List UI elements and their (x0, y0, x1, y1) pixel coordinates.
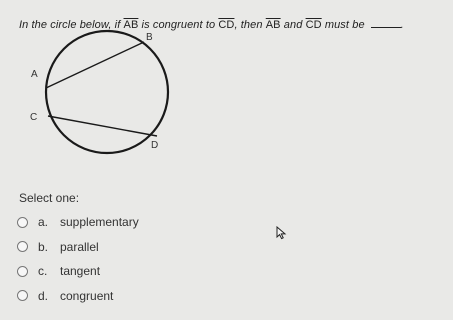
option-letter: c. (38, 264, 48, 279)
option-label: supplementary (60, 215, 139, 230)
point-a-label: A (31, 69, 38, 80)
question-and: and (280, 19, 306, 31)
question-end: . (400, 19, 404, 31)
radio-icon[interactable] (17, 266, 28, 277)
point-b-label: B (146, 32, 153, 43)
option-label: congruent (60, 288, 114, 303)
point-d-label: D (151, 140, 159, 151)
chord-cd (48, 116, 157, 136)
select-one-label: Select one: (19, 191, 80, 205)
option-label: tangent (60, 264, 101, 279)
option-c[interactable] (17, 259, 139, 284)
option-letter: b. (38, 239, 49, 254)
mouse-cursor-icon (276, 226, 288, 240)
option-b[interactable] (17, 235, 139, 260)
question-middle2: , then (234, 19, 266, 31)
segment-ab-label: $\overline{AB}$ (123, 19, 139, 31)
segment-cd-label-2: $\overline{CD}$ (305, 19, 322, 31)
option-a[interactable] (17, 210, 139, 235)
point-c-label: C (30, 112, 38, 123)
radio-icon[interactable] (17, 217, 28, 228)
question-prefix: In the circle below, if (19, 19, 124, 31)
chord-ab (46, 42, 144, 88)
option-label: parallel (60, 239, 99, 254)
question-middle: is congruent to (138, 19, 219, 31)
question-suffix: must be (321, 19, 365, 31)
segment-cd-label: $\overline{CD}$ (218, 19, 235, 31)
radio-icon[interactable] (17, 290, 28, 301)
answer-options (17, 210, 139, 308)
segment-ab-label-2: $\overline{AB}$ (265, 19, 281, 31)
option-d[interactable] (17, 284, 139, 309)
option-letter: a. (38, 215, 49, 230)
option-letter: d. (38, 288, 49, 303)
radio-icon[interactable] (17, 241, 28, 252)
